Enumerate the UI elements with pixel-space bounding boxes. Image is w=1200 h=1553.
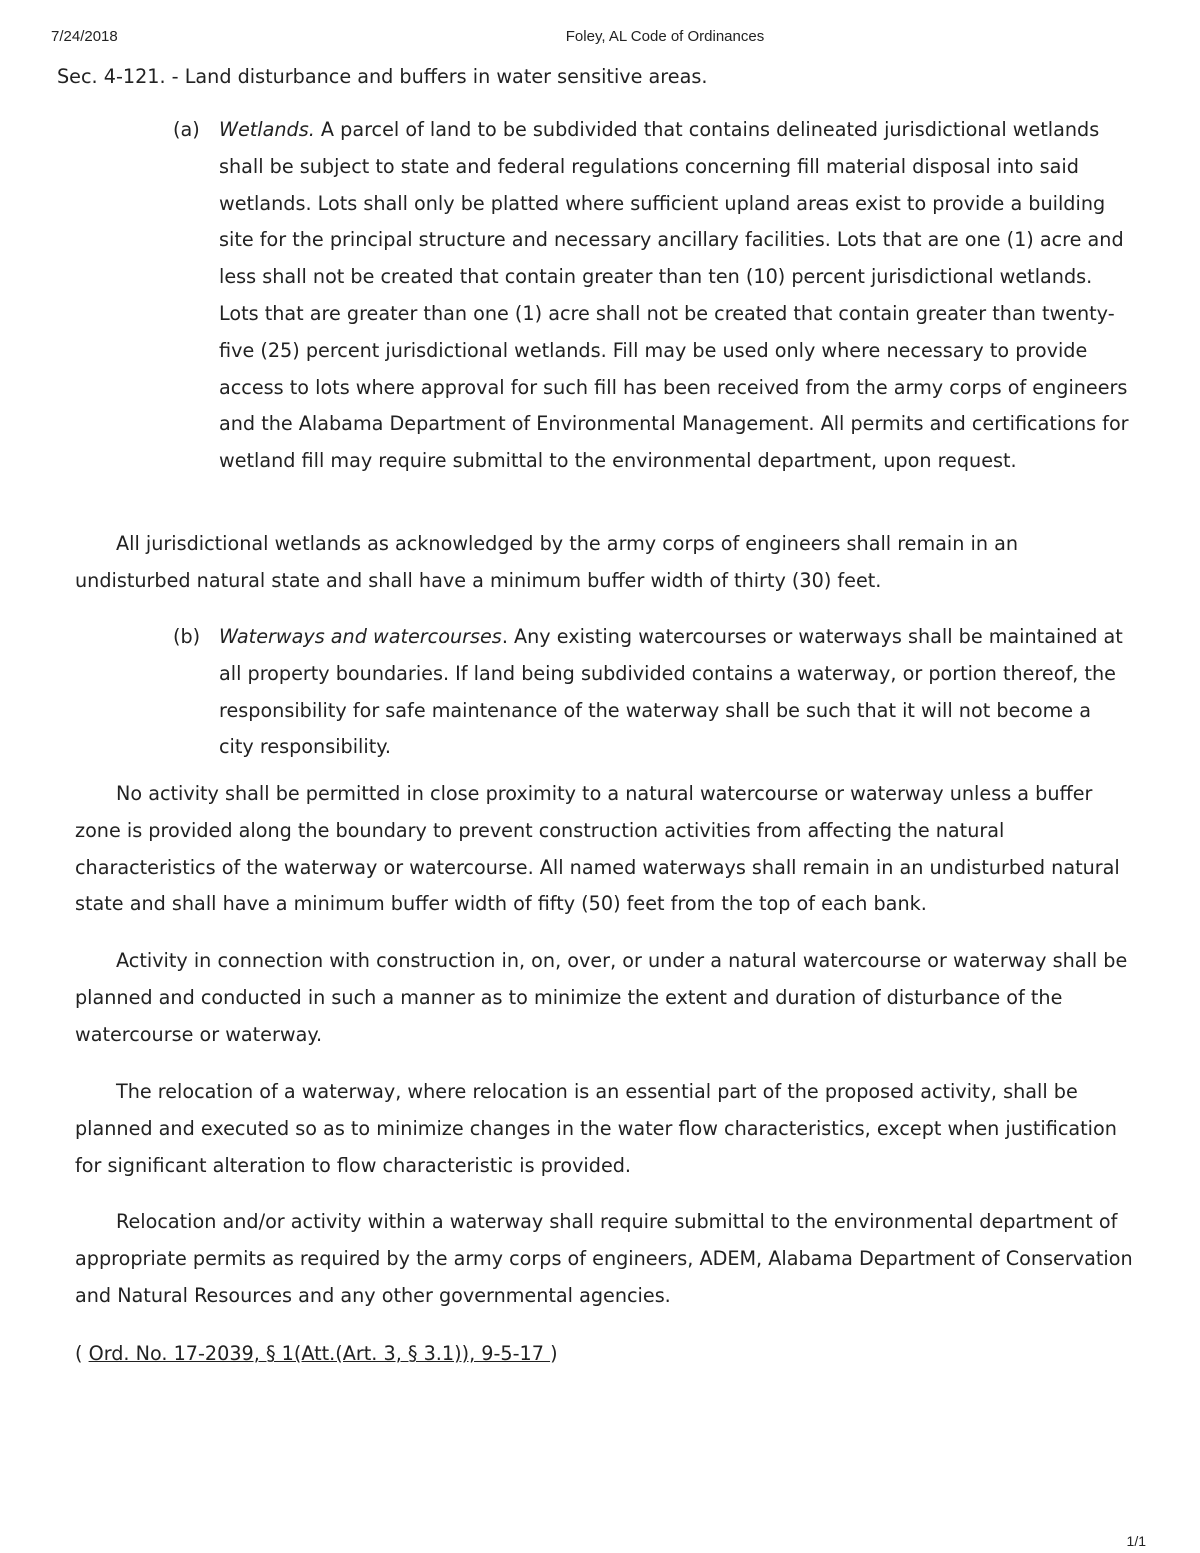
print-date: 7/24/2018 bbox=[51, 28, 118, 45]
history-close-paren: ) bbox=[550, 1342, 558, 1365]
ordinance-link[interactable]: Ord. No. 17-2039, § 1(Att.(Art. 3, § 3.1)), 9-5-17 bbox=[88, 1342, 551, 1365]
paragraph-wetland-buffer: All jurisdictional wetlands as acknowledged by the army corps of engineers shall remain in an undisturbed natural state and shall have a minimum buffer width of thirty (30) feet. bbox=[75, 532, 1019, 592]
subsection-b-text: . Any existing watercourses or waterways shall be maintained at all property boundaries. If land being subdivided contains a waterway, or portion thereof, the responsibility for safe maintenance of the waterway shall be such that it will not become a city responsibility. bbox=[219, 625, 1123, 759]
subsection-a bbox=[173, 112, 1129, 480]
subsection-a-text: A parcel of land to be subdivided that contains delineated jurisdictional wetlands shall be subject to state and federal regulations concerning fill material disposal into said wetlands. Lots shall only be platted where sufficient upland areas exist to provide a building site for the principal structure and necessary ancillary facilities. Lots that are one (1) acre and less shall not be created that contain greater than ten (10) percent jurisdictional wetlands. Lots that are greater than one (1) acre shall not be created that contain greater than twenty-five (25) percent jurisdictional wetlands. Fill may be used only where necessary to provide access to lots where approval for such fill has been received from the army corps of engineers and the Alabama Department of Environmental Management. All permits and certifications for wetland fill may require submittal to the environmental department, upon request. bbox=[219, 118, 1129, 473]
subsection-a-title: Wetlands. bbox=[219, 118, 315, 141]
subsection-b-title: Waterways and watercourses bbox=[219, 625, 502, 648]
section-title: Sec. 4-121. - Land disturbance and buffers in water sensitive areas. bbox=[57, 65, 708, 88]
subsection-b bbox=[173, 619, 1129, 766]
history-open-paren: ( bbox=[75, 1342, 89, 1365]
history-note bbox=[75, 1336, 558, 1373]
subsection-a-label: (a) bbox=[173, 118, 200, 141]
subsection-b-label: (b) bbox=[173, 625, 201, 648]
paragraph-buffer-zone: No activity shall be permitted in close proximity to a natural watercourse or waterway unless a buffer zone is provided along the boundary to prevent construction activities from affecting the natural characteristics of the waterway or watercourse. All named waterways shall remain in an undisturbed natural state and shall have a minimum buffer width of fifty (50) feet from the top of each bank. bbox=[75, 782, 1120, 916]
page-number: 1/1 bbox=[1126, 1533, 1146, 1549]
paragraph-permits: Relocation and/or activity within a waterway shall require submittal to the environmental department of appropriate permits as required by the army corps of engineers, ADEM, Alabama Department of Conservation and Natural Resources and any other governmental agencies. bbox=[75, 1210, 1133, 1307]
print-header-title: Foley, AL Code of Ordinances bbox=[565, 28, 765, 45]
paragraph-relocation: The relocation of a waterway, where relocation is an essential part of the proposed activity, shall be planned and executed so as to minimize changes in the water flow characteristics, except when justification for significant alteration to flow characteristic is provided. bbox=[75, 1080, 1117, 1177]
paragraph-construction-activity: Activity in connection with construction in, on, over, or under a natural watercourse or waterway shall be planned and conducted in such a manner as to minimize the extent and duration of disturbance of the watercourse or waterway. bbox=[75, 949, 1128, 1046]
